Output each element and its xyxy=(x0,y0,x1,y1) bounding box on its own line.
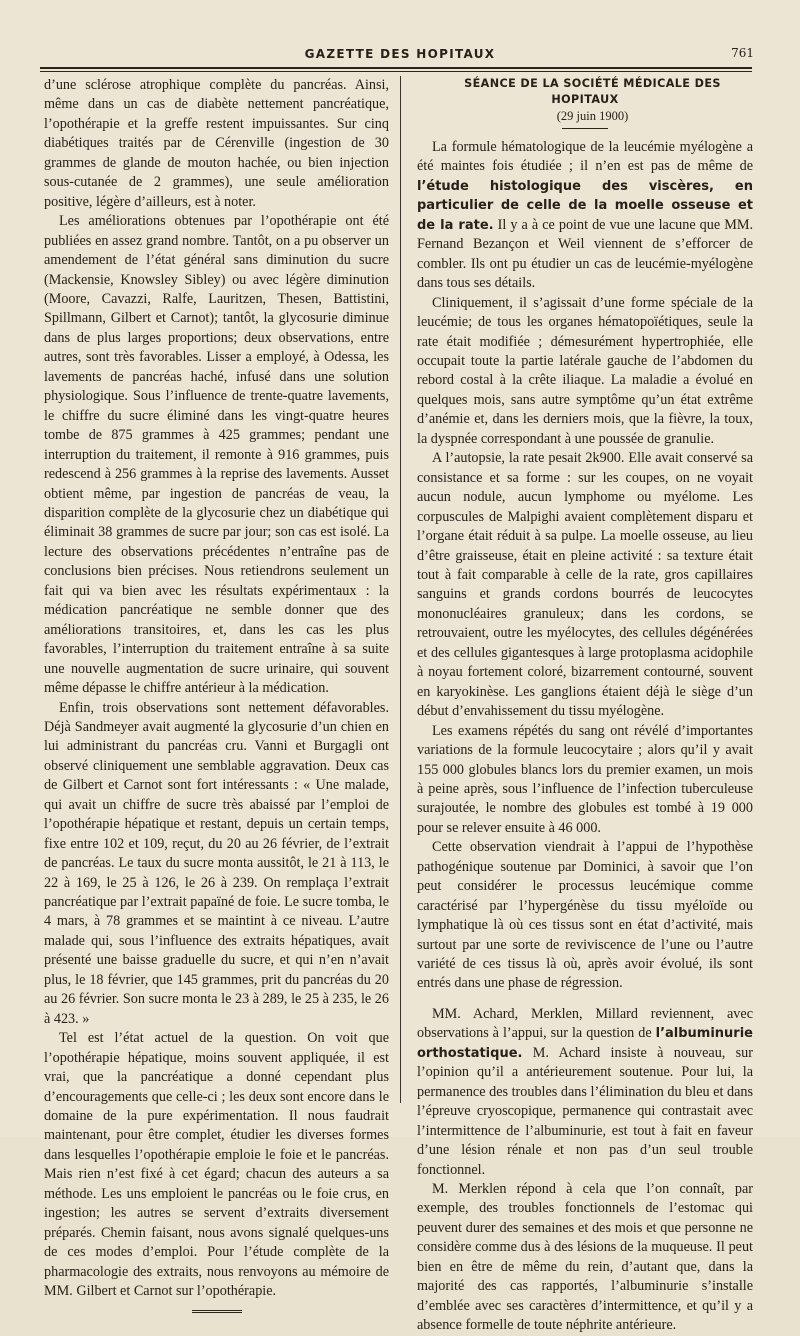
text-run: Il y a à ce point de vue une lacune que MM. Fernand Bezançon et Weil viennent de s’efforcer de combler. Ils ont pu étudier un cas de leucémie-myélogène dans tous ses détails. xyxy=(417,216,753,292)
paragraph: A l’autopsie, la rate pesait 2k900. Elle avait conservé sa consistance et sa forme : sur les coupes, on ne voyait aucun nodule, aucun lymphome ou myélome. Les corpuscules de Malpighi avaient complètement disparu et l’organe était réduit à sa pulpe. La moelle osseuse, au lieu d’être graisseuse, était en pleine activité : sa texture était tout à fait comparable à celle de la rate, gros capillaires sanguins et grands cordons bourrés de leucocytes mononucléaires granuleux; dans les cordons, se retrouvaient, outre les myélocytes, des cellules dégénérées et des cellules gigantesques à large protoplasma acidophile à noyau fortement coloré, bizarrement contourné, souvent en karyokinèse. Les ganglions étaient déjà le siège d’un début d’envahissement du tissu myélogène. xyxy=(417,450,753,720)
text-run: La formule hématologique de la leucémie myélogène a été maintes fois étudiée ; il n’en est pas de même de xyxy=(417,139,753,175)
bold-phrase: l’albuminurie orthostatique. xyxy=(417,1026,753,1061)
paragraph: Cliniquement, il s’agissait d’une forme spéciale de la leucémie; de tous les organes hématopoïétiques, seule la rate était modifiée ; démesurément hypertrophiée, elle occupait toute la partie latérale gauche de l’abdomen du rebord costal à la crête iliaque. La maladie a évolué en quelques mois, sans autre symptôme qu’un état extrême d’anémie et, dans les derniers mois, que la fièvre, la toux, la dyspnée correspondant à une poussée de granulie. xyxy=(417,294,753,447)
bold-phrase: l’étude histologique des viscères, en particulier de celle de la moelle osseuse et de la rate. xyxy=(417,178,753,233)
paragraph: M. Merklen répond à cela que l’on connaît, par exemple, des troubles fonctionnels de l’estomac qui peuvent durer des semaines et des mois et que personne ne considère comme dus à des lésions de la muqueuse. Il peut bien en être de même du rein, d’autant que, dans la majorité des cas rapportés, l’albuminurie s’installe d’emblée avec ses caractères d’intermittence, et qu’il y a absence formelle de toute néphrite antérieure. xyxy=(417,1181,753,1334)
paragraph: Cette observation viendrait à l’appui de l’hypothèse pathogénique soutenue par Dominici, à savoir que l’on peut considérer le processus leucémique comme caractérisé par l’hypergénèse du tissu myéloïde ou lymphatique là où ces tissus sont en état d’activité, mais surtout par une sorte de reviviscence de l’une ou l’autre variété de ces tissus là où, après avoir évolué, ils sont entrés dans une phase de régression. xyxy=(417,839,753,992)
paragraph xyxy=(417,1005,753,1180)
paragraph: Enfin, trois observations sont nettement défavorables. Déjà Sandmeyer avait augmenté la glycosurie d’un chien en lui administrant du pancréas cru. Vanni et Burgagli ont observé cliniquement une semblable aggravation. Deux cas de Gilbert et Carnot sont fort intéressants : « Une malade, qui avait un chiffre de sucre très abaissé par l’emploi de l’opothérapie hépatique et restant, depuis un certain temps, fixe entre 102 et 109, reçut, du 20 au 26 février, de l’extrait de pancréas. Le taux du sucre monta aussitôt, le 21 à 113, le 22 à 169, le 25 à 126, le 26 à 239. On remplaça l’extrait pancréatique par l’extrait papaïné de foie. Le sucre tomba, le 4 mars, à 78 grammes et se maintint à ce niveau. L’autre malade qui, sous l’influence des extraits hépatiques, avait présenté une baisse graduelle du sucre, et qui n’en n’avait plus, le 18 février, que 145 grammes, prit du pancréas du 20 au 26 février. Son sucre monta le 23 à 289, le 25 à 235, le 26 à 423. » xyxy=(44,699,389,1027)
header-rule xyxy=(40,67,752,69)
page-number: 761 xyxy=(731,46,754,60)
header-rule-thin xyxy=(40,71,752,72)
paragraph xyxy=(417,138,753,294)
paragraph: Tel est l’état actuel de la question. On voit que l’opothérapie hépatique, moins souvent appliquée, il est vrai, que la pancréatique a donné cependant plus d’encouragements que celle-ci ; les deux sont encore dans le domaine de la pure expérimentation. Il nous faudrait maintenant, pour être complet, étudier les diverses formes dans lesquelles l’opothérapie emploie le foie et le pancréas. Mais rien n’est fixé à cet égard; chacun des auteurs a sa méthode. Les uns emploient le pancréas ou le foie crus, en ingestion; les autres se servent d’extraits diversement préparés. Chemin faisant, nous avons signalé quelques-uns de ces modes d’emploi. Pour l’étude complète de la pharmacologie des extraits, nous renvoyons au mémoire de MM. Gilbert et Carnot sur l’opothérapie. xyxy=(44,1030,389,1300)
running-header-title: GAZETTE DES HOPITAUX xyxy=(304,47,496,61)
paragraph: Les examens répétés du sang ont révélé d’importantes variations de la formule leucocytaire ; alors qu’il y avait 155 000 globules blancs lors du premier examen, un mois à peine après, sous l’influence de l’infection tuberculeuse surajoutée, le nombre des globules est tombé à 19 000 pour se relever ensuite à 46 000. xyxy=(417,722,753,836)
text-run: M. Achard insiste à nouveau, sur l’opinion qu’il a antérieurement soutenue. Pour lui, la permanence des troubles dans l’élimination du bleu et dans l’épreuve cryoscopique, permanence qui contrastait avec l’intermittence de l’albuminurie, est tout à fait en faveur d’une lésion rénale et non pas d’un seul trouble fonctionnel. xyxy=(417,1044,753,1178)
right-column xyxy=(417,76,753,1336)
column-divider xyxy=(400,76,401,1103)
end-ornament xyxy=(192,1310,242,1313)
left-column xyxy=(44,76,389,1313)
section-date: (29 juin 1900) xyxy=(556,109,629,123)
text-run: MM. Achard, Merklen, Millard reviennent, avec observations à l’appui, sur la question de xyxy=(417,1005,753,1042)
paragraph: Les améliorations obtenues par l’opothérapie ont été publiées en assez grand nombre. Tantôt, on a pu observer un amendement de l’état général sans diminution du sucre (Mackensie, Knowsley Sibley) ou avec légère diminution (Moore, Cavazzi, Ralfe, Lauritzen, Thesen, Battistini, Spillmann, Gilbert et Carnot); tantôt, la glycosurie diminue dans de plus larges proportions; deux observations, entre autres, sont très favorables. Lisser a employé, à Odessa, les lavements de pancréas haché, infusé dans une solution physiologique. Sous l’influence de trente-quatre lavements, le chiffre du sucre éliminé dans les vingt-quatre heures tombe de 875 grammes à 425 grammes; pendant une interruption du traitement, il remonte à 916 grammes, puis redescend à 256 grammes à la reprise des lavements. Ausset obtient même, par ingestion de pancréas de veau, la disparition complète de la glycosurie chez un diabétique qui éliminait 38 grammes de sucre par jour; son cas est isolé. La lecture des observations précédentes n’entraîne pas de conclusions bien précises. Nous retiendrons seulement un fait qui va bien avec les résultats expérimentaux : la médication pancréatique ne semble donner que des améliorations transitoires, et, dans les cas les plus favorables, l’interruption du traitement entraîne à sa suite une nouvelle augmentation de sucre urinaire, qui souvent même dépasse le chiffre antérieur à la médication. xyxy=(44,213,389,697)
paragraph: d’une sclérose atrophique complète du pancréas. Ainsi, même dans un cas de diabète nettement pancréatique, l’opothérapie et la greffe restent impuissantes. Sur cinq diabétiques traités par de Cérenville (ingestion de 30 grammes de glande de mouton hachée, ou bien injection sous-cutanée de 2 grammes), une seule amélioration positive, légère d’ailleurs, est à noter. xyxy=(44,77,389,210)
section-title: SÉANCE DE LA SOCIÉTÉ MÉDICALE DES HOPITAUX xyxy=(464,77,721,106)
title-rule xyxy=(562,128,608,129)
